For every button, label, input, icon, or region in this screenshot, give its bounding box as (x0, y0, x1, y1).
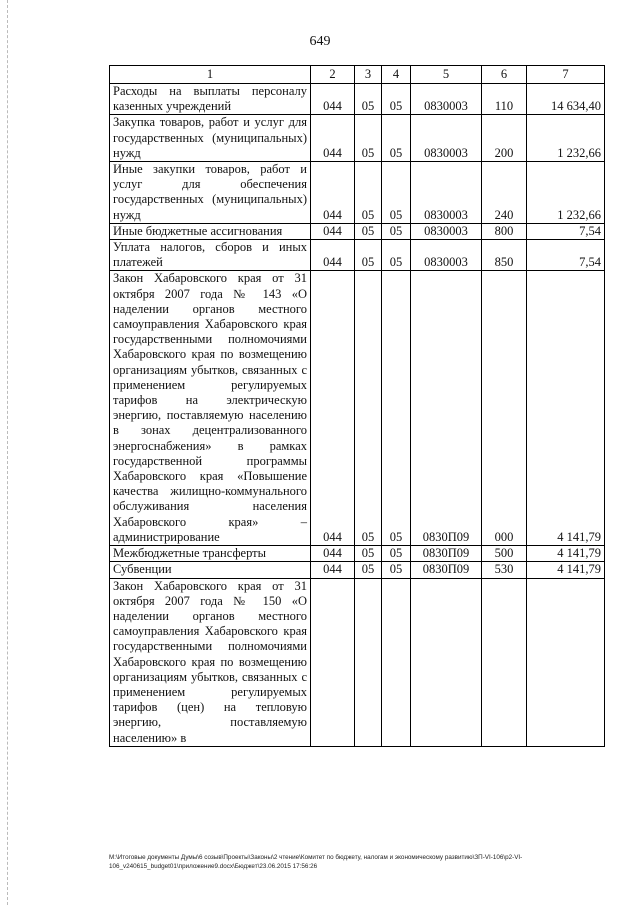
header-cell: 5 (411, 66, 482, 84)
table-row (110, 162, 605, 224)
row-section-cell: 05 (355, 271, 382, 546)
row-subsection-cell: 05 (382, 223, 411, 239)
row-target-cell: 0830003 (411, 240, 482, 271)
table-row (110, 84, 605, 115)
row-amount-cell: 4 141,79 (527, 562, 605, 578)
row-name-cell: Уплата налогов, сборов и иных платежей (110, 240, 311, 271)
row-section-cell: 05 (355, 562, 382, 578)
row-name-cell: Межбюджетные трансферты (110, 546, 311, 562)
row-name-cell: Закупка товаров, работ и услуг для государственных (муниципальных) нужд (110, 115, 311, 162)
row-type-cell: 240 (482, 162, 527, 224)
row-target-cell: 0830003 (411, 84, 482, 115)
row-target-cell: 0830П09 (411, 546, 482, 562)
row-amount-cell: 14 634,40 (527, 84, 605, 115)
row-amount-cell: 1 232,66 (527, 162, 605, 224)
row-code-cell: 044 (311, 546, 355, 562)
row-code-cell: 044 (311, 223, 355, 239)
row-type-cell: 850 (482, 240, 527, 271)
file-path-footer: M:\Итоговые документы Думы\6 созыв\Проекты\Законы\2 чтение\Комитет по бюджету, налогам и экономическому развитию\ЗП-VI-106\p2-VI-106_v240615_budget01\приложение9.docx\Бюджет\23.06.2015 17:56:26 (109, 854, 523, 870)
row-amount-cell: 4 141,79 (527, 546, 605, 562)
table-row (110, 240, 605, 271)
row-section-cell (355, 578, 382, 746)
row-code-cell (311, 578, 355, 746)
row-code-cell: 044 (311, 271, 355, 546)
header-cell: 4 (382, 66, 411, 84)
row-target-cell: 0830П09 (411, 562, 482, 578)
row-name-cell: Закон Хабаровского края от 31 октября 2007 года № 150 «О наделении органов местного самоуправления Хабаровского края государственными полномочиями Хабаровского края по возмещению организациям убытков, связанных с применением регулируемых тарифов (цен) на тепловую энергию, поставляемую населению» в (110, 578, 311, 746)
row-subsection-cell: 05 (382, 84, 411, 115)
header-cell: 2 (311, 66, 355, 84)
budget-table (109, 65, 605, 747)
row-type-cell: 530 (482, 562, 527, 578)
row-name-cell: Субвенции (110, 562, 311, 578)
row-section-cell: 05 (355, 223, 382, 239)
table-row (110, 562, 605, 578)
table-row (110, 271, 605, 546)
row-code-cell: 044 (311, 162, 355, 224)
row-amount-cell: 1 232,66 (527, 115, 605, 162)
row-code-cell: 044 (311, 84, 355, 115)
row-section-cell: 05 (355, 84, 382, 115)
row-section-cell: 05 (355, 162, 382, 224)
row-subsection-cell: 05 (382, 115, 411, 162)
row-type-cell (482, 578, 527, 746)
row-target-cell: 0830003 (411, 223, 482, 239)
row-target-cell: 0830П09 (411, 271, 482, 546)
row-amount-cell: 4 141,79 (527, 271, 605, 546)
row-name-cell: Иные закупки товаров, работ и услуг для обеспечения государственных (муниципальных) нужд (110, 162, 311, 224)
row-subsection-cell: 05 (382, 271, 411, 546)
row-type-cell: 800 (482, 223, 527, 239)
table-row (110, 546, 605, 562)
row-type-cell: 200 (482, 115, 527, 162)
table-row (110, 223, 605, 239)
table-row (110, 578, 605, 746)
row-type-cell: 110 (482, 84, 527, 115)
page-number: 649 (309, 34, 331, 49)
page-edge-line (7, 0, 8, 905)
row-section-cell: 05 (355, 115, 382, 162)
row-subsection-cell: 05 (382, 546, 411, 562)
row-subsection-cell: 05 (382, 562, 411, 578)
row-subsection-cell: 05 (382, 240, 411, 271)
row-code-cell: 044 (311, 115, 355, 162)
row-amount-cell: 7,54 (527, 223, 605, 239)
row-target-cell: 0830003 (411, 115, 482, 162)
header-row (110, 66, 605, 84)
table-row (110, 115, 605, 162)
header-cell: 6 (482, 66, 527, 84)
row-target-cell (411, 578, 482, 746)
row-code-cell: 044 (311, 240, 355, 271)
row-amount-cell: 7,54 (527, 240, 605, 271)
row-section-cell: 05 (355, 546, 382, 562)
row-code-cell: 044 (311, 562, 355, 578)
row-name-cell: Иные бюджетные ассигнования (110, 223, 311, 239)
header-cell: 7 (527, 66, 605, 84)
row-type-cell: 500 (482, 546, 527, 562)
row-subsection-cell: 05 (382, 162, 411, 224)
header-cell: 3 (355, 66, 382, 84)
header-cell: 1 (110, 66, 311, 84)
row-name-cell: Закон Хабаровского края от 31 октября 2007 года № 143 «О наделении органов местного самоуправления Хабаровского края государственными полномочиями Хабаровского края по возмещению организациям убытков, связанных с применением регулируемых тарифов на электрическую энергию, поставляемую населению в зонах децентрализованного энергоснабжения» в рамках государственной программы Хабаровского края «Повышение качества жилищно-коммунального обслуживания населения Хабаровского края» – администрирование (110, 271, 311, 546)
row-section-cell: 05 (355, 240, 382, 271)
row-target-cell: 0830003 (411, 162, 482, 224)
row-type-cell: 000 (482, 271, 527, 546)
row-amount-cell (527, 578, 605, 746)
row-subsection-cell (382, 578, 411, 746)
row-name-cell: Расходы на выплаты персоналу казенных учреждений (110, 84, 311, 115)
